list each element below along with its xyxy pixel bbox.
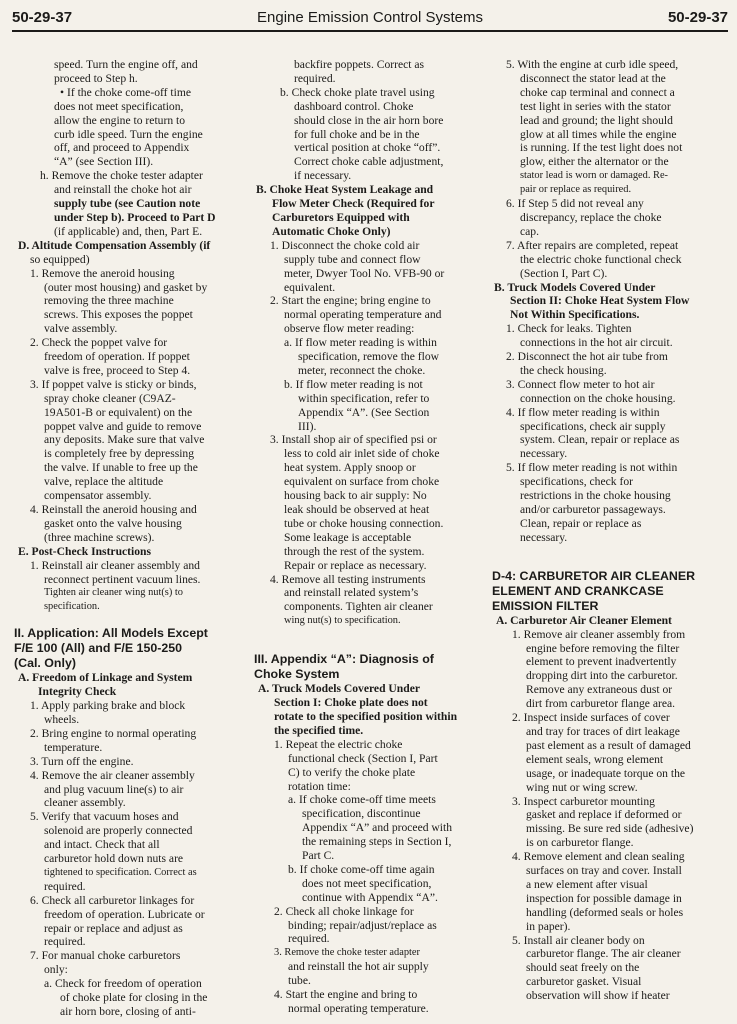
text-line: 19A501-B or equivalent) on the xyxy=(44,405,193,419)
text-line: Tighten air cleaner wing nut(s) to xyxy=(44,587,183,599)
text-line: 3. Install shop air of specified psi or xyxy=(270,433,437,447)
text-line: valve assembly. xyxy=(44,322,118,336)
text-line: reconnect pertinent vacuum lines. xyxy=(44,572,201,586)
text-line: a. Check for freedom of operation xyxy=(44,977,202,991)
text-line: continue with Appendix “A”. xyxy=(302,890,438,904)
text-line: Integrity Check xyxy=(38,685,117,699)
heading-line: (Cal. Only) xyxy=(14,656,76,671)
text-line: Appendix “A” and proceed with xyxy=(302,821,453,835)
text-line: proceed to Step h. xyxy=(54,71,138,85)
text-line: a. If flow meter reading is within xyxy=(284,336,437,350)
text-line: 7. After repairs are completed, repeat xyxy=(506,238,679,252)
text-line: binding; repair/adjust/replace as xyxy=(288,918,437,932)
text-line: 3. Remove the choke tester adapter xyxy=(274,947,420,959)
text-line: the specified time. xyxy=(274,723,364,737)
text-line: Remove any extraneous dust or xyxy=(526,683,673,697)
text-line: if necessary. xyxy=(294,169,352,183)
text-line: housing back to air supply: No xyxy=(284,489,427,503)
text-line: 2. Inspect inside surfaces of cover xyxy=(512,711,670,725)
text-line: tube. xyxy=(288,974,311,988)
text-line: carburetor hold down nuts are xyxy=(44,852,184,866)
text-line: C) to verify the choke plate xyxy=(288,765,416,779)
text-line: Repair or replace as necessary. xyxy=(284,558,427,572)
text-line: cleaner assembly. xyxy=(44,796,126,810)
text-line: 6. Check all carburetor linkages for xyxy=(30,893,195,907)
text-line: for full choke and be in the xyxy=(294,127,420,141)
text-line: necessary. xyxy=(520,447,568,461)
text-line: valve, replace the altitude xyxy=(44,475,164,489)
text-line: only: xyxy=(44,963,68,977)
text-line: engine before removing the filter xyxy=(526,641,680,655)
text-line: discrepancy, replace the choke xyxy=(520,210,662,224)
text-line: III). xyxy=(298,419,317,433)
text-line: the remaining steps in Section I, xyxy=(302,835,452,849)
header-rule xyxy=(12,30,728,32)
text-line: is completely free by depressing xyxy=(44,447,195,461)
text-line: of choke plate for closing in the xyxy=(60,991,208,1005)
text-line: and intact. Check that all xyxy=(44,838,160,852)
text-line: handling (deformed seals or holes xyxy=(526,905,684,919)
text-line: under Step b). Proceed to Part D xyxy=(54,210,216,224)
text-line: • If the choke come-off time xyxy=(60,85,192,99)
page-header xyxy=(12,6,728,32)
text-line: 1. Remove air cleaner assembly from xyxy=(512,627,686,641)
text-line: Section I: Choke plate does not xyxy=(274,696,428,710)
text-line: 1. Repeat the electric choke xyxy=(274,737,403,751)
text-line: gasket onto the valve housing xyxy=(44,516,182,530)
text-line: 2. Bring engine to normal operating xyxy=(30,726,197,740)
text-line: Automatic Choke Only) xyxy=(272,224,391,238)
text-line: dropping dirt into the carburetor. xyxy=(526,669,678,683)
text-line: and reinstall related system’s xyxy=(284,586,419,600)
text-line: choke cap terminal and connect a xyxy=(520,85,675,99)
text-line: backfire poppets. Correct as xyxy=(294,58,425,71)
text-line: specification, remove the flow xyxy=(298,350,440,364)
text-line: Not Within Specifications. xyxy=(510,308,640,322)
text-line: wing nut or wing screw. xyxy=(526,780,638,794)
page-title: Engine Emission Control Systems xyxy=(257,9,483,26)
text-line: Some leakage is acceptable xyxy=(284,530,412,544)
text-line: system. Clean, repair or replace as xyxy=(520,433,680,447)
text-line: observation will show if heater xyxy=(526,989,670,1003)
text-line: 5. With the engine at curb idle speed, xyxy=(506,58,679,71)
text-line: removing the three machine xyxy=(44,294,174,308)
text-line: normal operating temperature and xyxy=(284,308,442,322)
text-line: should seat freely on the xyxy=(526,961,640,975)
text-line: B. Truck Models Covered Under xyxy=(494,280,656,294)
text-line: 3. If poppet valve is sticky or binds, xyxy=(30,377,197,391)
text-line: h. Remove the choke tester adapter xyxy=(40,169,203,183)
heading-line: F/E 100 (All) and F/E 150-250 xyxy=(14,641,183,656)
text-line: 2. Disconnect the hot air tube from xyxy=(506,350,668,364)
text-line: (Section I, Part C). xyxy=(520,266,608,280)
text-line: 4. If flow meter reading is within xyxy=(506,405,660,419)
text-line: air horn bore, closing of anti- xyxy=(60,1005,196,1018)
page-number-left: 50-29-37 xyxy=(12,9,73,26)
text-line: Appendix “A”. (See Section xyxy=(298,405,430,419)
text-line: dashboard control. Choke xyxy=(294,99,414,113)
text-line: carburetor flange. The air cleaner xyxy=(526,947,681,961)
text-line: surfaces on tray and cover. Install xyxy=(526,864,682,878)
col1-block-b xyxy=(14,671,236,1019)
heading-line: Choke System xyxy=(254,667,340,682)
text-line: solenoid are properly connected xyxy=(44,824,193,838)
text-line: E. Post-Check Instructions xyxy=(18,544,152,558)
text-line: the valve. If unable to free up the xyxy=(44,461,198,475)
text-line: poppet valve and guide to remove xyxy=(44,419,202,433)
text-line: 4. Remove all testing instruments xyxy=(270,572,426,586)
text-line: leak should be observed at heat xyxy=(284,503,430,516)
text-line: stator lead is worn or damaged. Re- xyxy=(520,170,669,182)
text-line: Flow Meter Check (Required for xyxy=(272,197,435,211)
text-line: off, and proceed to Appendix xyxy=(54,141,190,155)
text-line: 5. If flow meter reading is not within xyxy=(506,461,678,475)
text-line: (three machine screws). xyxy=(44,530,155,544)
text-line: 6. If Step 5 did not reveal any xyxy=(506,197,644,211)
text-line: missing. Be sure red side (adhesive) xyxy=(526,822,694,836)
text-line: Correct choke cable adjustment, xyxy=(294,155,444,169)
text-line: valve is free, proceed to Step 4. xyxy=(44,363,191,377)
text-line: connections in the hot air circuit. xyxy=(520,336,673,350)
text-line: a. If choke come-off time meets xyxy=(288,793,436,807)
text-line: 1. Remove the aneroid housing xyxy=(30,266,175,280)
text-line: compensator assembly. xyxy=(44,489,152,503)
col2-block-a xyxy=(254,58,468,628)
text-line: speed. Turn the engine off, and xyxy=(54,58,198,71)
text-line: vertical position at choke “off”. xyxy=(294,141,441,155)
text-line: wing nut(s) to specification. xyxy=(284,615,401,627)
column-1 xyxy=(14,58,236,1019)
text-line: specifications, check air supply xyxy=(520,419,666,433)
text-line: lead and ground; the light should xyxy=(520,113,673,127)
text-line: the electric choke functional check xyxy=(520,252,682,266)
text-line: within specification, refer to xyxy=(298,391,430,405)
text-line: and reinstall the hot air supply xyxy=(288,960,429,974)
text-line: 7. For manual choke carburetors xyxy=(30,949,181,963)
text-line: glow, either the alternator or the xyxy=(520,155,669,169)
col3-block-b xyxy=(492,614,712,1003)
text-line: specification. xyxy=(44,601,100,613)
text-line: and/or carburetor passageways. xyxy=(520,503,666,516)
column-2 xyxy=(254,58,468,1016)
text-line: Part C. xyxy=(302,849,335,863)
text-line: restrictions in the choke housing xyxy=(520,489,671,503)
text-line: does not meet specification, xyxy=(54,99,184,113)
section-heading-ii xyxy=(14,626,236,671)
text-line: screws. This exposes the poppet xyxy=(44,308,193,322)
text-line: repair or replace and adjust as xyxy=(44,921,183,935)
text-line: observe flow meter reading: xyxy=(284,322,415,336)
text-line: specifications, check for xyxy=(520,475,633,489)
text-line: Carburetors Equipped with xyxy=(272,210,410,224)
text-line: is on carburetor flange. xyxy=(526,836,634,850)
text-line: 4. Remove element and clean sealing xyxy=(512,850,685,864)
text-line: less to cold air inlet side of choke xyxy=(284,447,440,461)
text-line: 1. Apply parking brake and block xyxy=(30,699,186,713)
text-line: freedom of operation. If poppet xyxy=(44,350,190,364)
text-line: rotate to the specified position within xyxy=(274,709,458,723)
text-line: functional check (Section I, Part xyxy=(288,751,438,765)
text-line: so equipped) xyxy=(30,252,90,266)
text-line: A. Freedom of Linkage and System xyxy=(18,671,193,685)
section-heading-iii xyxy=(254,652,468,682)
text-line: dirt from carburetor flange area. xyxy=(526,697,676,711)
text-line: 4. Start the engine and bring to xyxy=(274,988,418,1002)
text-line: tightened to specification. Correct as xyxy=(44,866,197,878)
text-line: disconnect the stator lead at the xyxy=(520,71,666,85)
text-line: rotation time: xyxy=(288,779,351,793)
text-line: necessary. xyxy=(520,530,568,544)
text-line: equivalent on surface from choke xyxy=(284,475,440,489)
text-line: specification, discontinue xyxy=(302,807,421,821)
text-line: A. Truck Models Covered Under xyxy=(258,682,420,696)
text-line: cap. xyxy=(520,224,539,238)
text-line: 3. Turn off the engine. xyxy=(30,754,134,768)
text-line: Clean, repair or replace as xyxy=(520,516,642,530)
text-line: required. xyxy=(44,879,86,893)
text-line: glow at all times while the engine xyxy=(520,127,677,141)
column-3 xyxy=(492,58,712,1003)
text-line: normal operating temperature. xyxy=(288,1002,429,1015)
text-line: meter, Dwyer Tool No. VFB-90 or xyxy=(284,266,445,280)
text-line: supply tube and connect flow xyxy=(284,252,421,266)
text-line: required. xyxy=(294,71,336,85)
text-line: 4. Reinstall the aneroid housing and xyxy=(30,503,197,516)
text-line: usage, or inadequate torque on the xyxy=(526,766,686,780)
text-line: tube or choke housing connection. xyxy=(284,516,444,530)
text-line: carburetor gasket. Visual xyxy=(526,975,642,989)
text-line: element seals, wrong element xyxy=(526,752,664,766)
text-line: supply tube (see Caution note xyxy=(54,197,201,211)
text-line: 5. Verify that vacuum hoses and xyxy=(30,810,179,824)
col3-block-a xyxy=(492,58,712,545)
text-line: temperature. xyxy=(44,740,103,754)
text-line: 2. Check the poppet valve for xyxy=(30,336,168,350)
heading-line: II. Application: All Models Except xyxy=(14,626,208,641)
text-line: gasket and replace if deformed or xyxy=(526,808,682,822)
section-heading-d4 xyxy=(492,569,712,614)
text-line: inspection for possible damage in xyxy=(526,891,682,905)
text-line: in paper). xyxy=(526,919,571,933)
text-line: B. Choke Heat System Leakage and xyxy=(256,183,434,197)
text-line: test light in series with the stator xyxy=(520,99,671,113)
text-line: pair or replace as required. xyxy=(520,184,632,196)
text-line: allow the engine to return to xyxy=(54,113,186,127)
text-line: b. If flow meter reading is not xyxy=(284,377,423,391)
heading-line: D-4: CARBURETOR AIR CLEANER xyxy=(492,568,696,583)
text-line: 3. Connect flow meter to hot air xyxy=(506,377,655,391)
text-line: any deposits. Make sure that valve xyxy=(44,433,205,447)
heading-line: EMISSION FILTER xyxy=(492,598,599,613)
text-line: 2. Start the engine; bring engine to xyxy=(270,294,431,308)
text-line: “A” (see Section III). xyxy=(54,155,154,169)
text-line: does not meet specification, xyxy=(302,876,432,890)
text-line: 3. Inspect carburetor mounting xyxy=(512,794,655,808)
page-number-right: 50-29-37 xyxy=(667,9,728,26)
text-line: b. Check choke plate travel using xyxy=(280,85,435,99)
text-line: should close in the air horn bore xyxy=(294,113,444,127)
text-line: spray choke cleaner (C9AZ- xyxy=(44,391,176,405)
text-line: wheels. xyxy=(44,712,80,726)
col2-block-b xyxy=(254,682,468,1016)
text-line: past element as a result of damaged xyxy=(526,738,691,752)
text-line: heat system. Apply snoop or xyxy=(284,461,416,475)
text-line: curb idle speed. Turn the engine xyxy=(54,127,203,141)
col1-block-a xyxy=(14,58,236,614)
heading-line: ELEMENT AND CRANKCASE xyxy=(492,583,664,598)
text-line: and reinstall the choke hot air xyxy=(54,183,192,197)
text-line: A. Carburetor Air Cleaner Element xyxy=(496,613,672,627)
text-line: 2. Check all choke linkage for xyxy=(274,904,414,918)
text-line: connection on the choke housing. xyxy=(520,391,676,405)
text-line: 5. Install air cleaner body on xyxy=(512,933,645,947)
text-line: 1. Check for leaks. Tighten xyxy=(506,322,632,336)
text-line: (if applicable) and, then, Part E. xyxy=(54,224,203,238)
text-line: and plug vacuum line(s) to air xyxy=(44,782,184,796)
text-line: required. xyxy=(288,932,330,946)
text-line: a new element after visual xyxy=(526,877,648,891)
text-line: Section II: Choke Heat System Flow xyxy=(510,294,690,308)
text-line: through the rest of the system. xyxy=(284,544,425,558)
text-line: required. xyxy=(44,935,86,949)
text-line: and tray for traces of dirt leakage xyxy=(526,724,680,738)
text-line: D. Altitude Compensation Assembly (if xyxy=(18,238,211,252)
text-line: is running. If the test light does not xyxy=(520,141,683,155)
text-line: freedom of operation. Lubricate or xyxy=(44,907,205,921)
text-line: 1. Reinstall air cleaner assembly and xyxy=(30,558,200,572)
heading-line: III. Appendix “A”: Diagnosis of xyxy=(254,652,434,667)
text-line: components. Tighten air cleaner xyxy=(284,600,433,614)
text-line: the check housing. xyxy=(520,363,607,377)
text-line: 4. Remove the air cleaner assembly xyxy=(30,768,195,782)
text-line: meter, reconnect the choke. xyxy=(298,363,426,377)
text-line: equivalent. xyxy=(284,280,336,294)
text-line: (outer most housing) and gasket by xyxy=(44,280,208,294)
text-line: 1. Disconnect the choke cold air xyxy=(270,238,420,252)
text-line: element to prevent inadvertently xyxy=(526,655,677,669)
text-line: b. If choke come-off time again xyxy=(288,862,435,876)
